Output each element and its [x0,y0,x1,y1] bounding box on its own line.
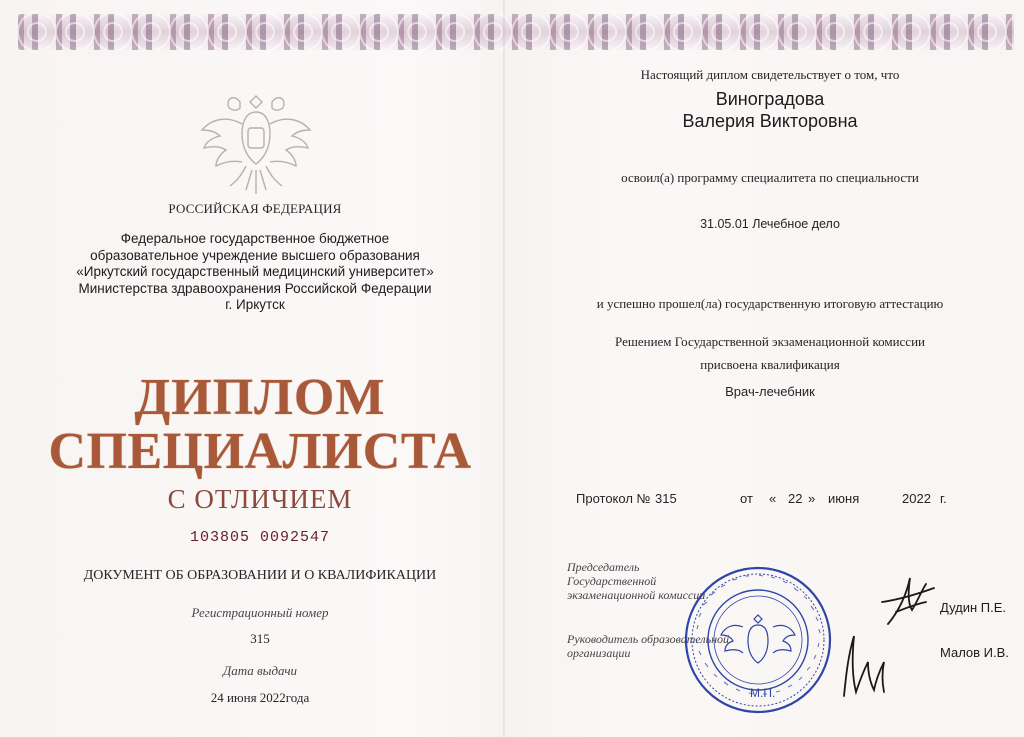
head-label-line: Руководитель образовательной [567,632,730,646]
organization-line: образовательное учреждение высшего образования [90,247,420,263]
country-name: РОССИЙСКАЯ ФЕДЕРАЦИЯ [168,201,342,216]
chair-label-line: экзаменационной комиссии [567,588,706,602]
qualification-awarded-label: присвоена квалификация [700,357,840,372]
chair-label-line: Председатель [567,560,640,574]
issue-date: 24 июня 2022года [210,690,310,705]
protocol-year: 2022 [902,491,931,506]
protocol-label: Протокол № [576,491,651,506]
program-statement: освоил(а) программу специалитета по специальности [621,170,919,185]
issue-date-label: Дата выдачи [222,663,298,678]
head-label-line: организации [567,646,631,660]
double-headed-eagle-icon [196,88,316,200]
organization-block [40,231,470,314]
head-name: Малов И.В. [940,645,1009,660]
organization-line: Федеральное государственное бюджетное [120,231,390,246]
chair-signature [878,572,938,628]
specialty: 31.05.01 Лечебное дело [700,217,840,231]
security-band-pattern [18,14,1014,50]
protocol-number: 315 [655,491,677,506]
certify-intro: Настоящий диплом свидетельствует о том, что [640,67,900,82]
diploma-title-line1: ДИПЛОМ [134,369,386,426]
head-signature [838,630,888,700]
document-type: ДОКУМЕНТ ОБ ОБРАЗОВАНИИ И О КВАЛИФИКАЦИИ [83,568,437,583]
diploma-title-line2: СПЕЦИАЛИСТА [48,423,472,480]
registration-label: Регистрационный номер [191,605,329,620]
graduate-surname: Виноградова [715,89,825,109]
protocol-close-quote: » [808,491,816,506]
protocol-from: от [740,491,753,506]
protocol-day: 22 [788,491,803,506]
qualification: Врач-лечебник [725,384,815,399]
protocol-year-suffix: г. [940,491,947,506]
organization-line: «Иркутский государственный медицинский университет» [76,264,434,279]
organization-line: Министерства здравоохранения Российской Федерации [78,280,432,296]
serial-number: 103805 0092547 [189,529,331,546]
seal-mark-label: М.П. [750,686,776,700]
graduate-given-names: Валерия Викторовна [682,111,858,131]
commission-decision: Решением Государственной экзаменационной комиссии [615,334,925,349]
chair-label-line: Государственной [567,574,657,588]
protocol-month: июня [828,491,860,506]
page-fold [503,0,505,737]
protocol-open-quote: « [769,491,777,506]
chair-name: Дудин П.Е. [940,600,1007,615]
attestation-statement: и успешно прошел(ла) государственную итоговую аттестацию [596,296,944,311]
registration-number: 315 [250,631,270,646]
organization-line: г. Иркутск [225,297,285,312]
honors-label: С ОТЛИЧИЕМ [167,484,353,514]
